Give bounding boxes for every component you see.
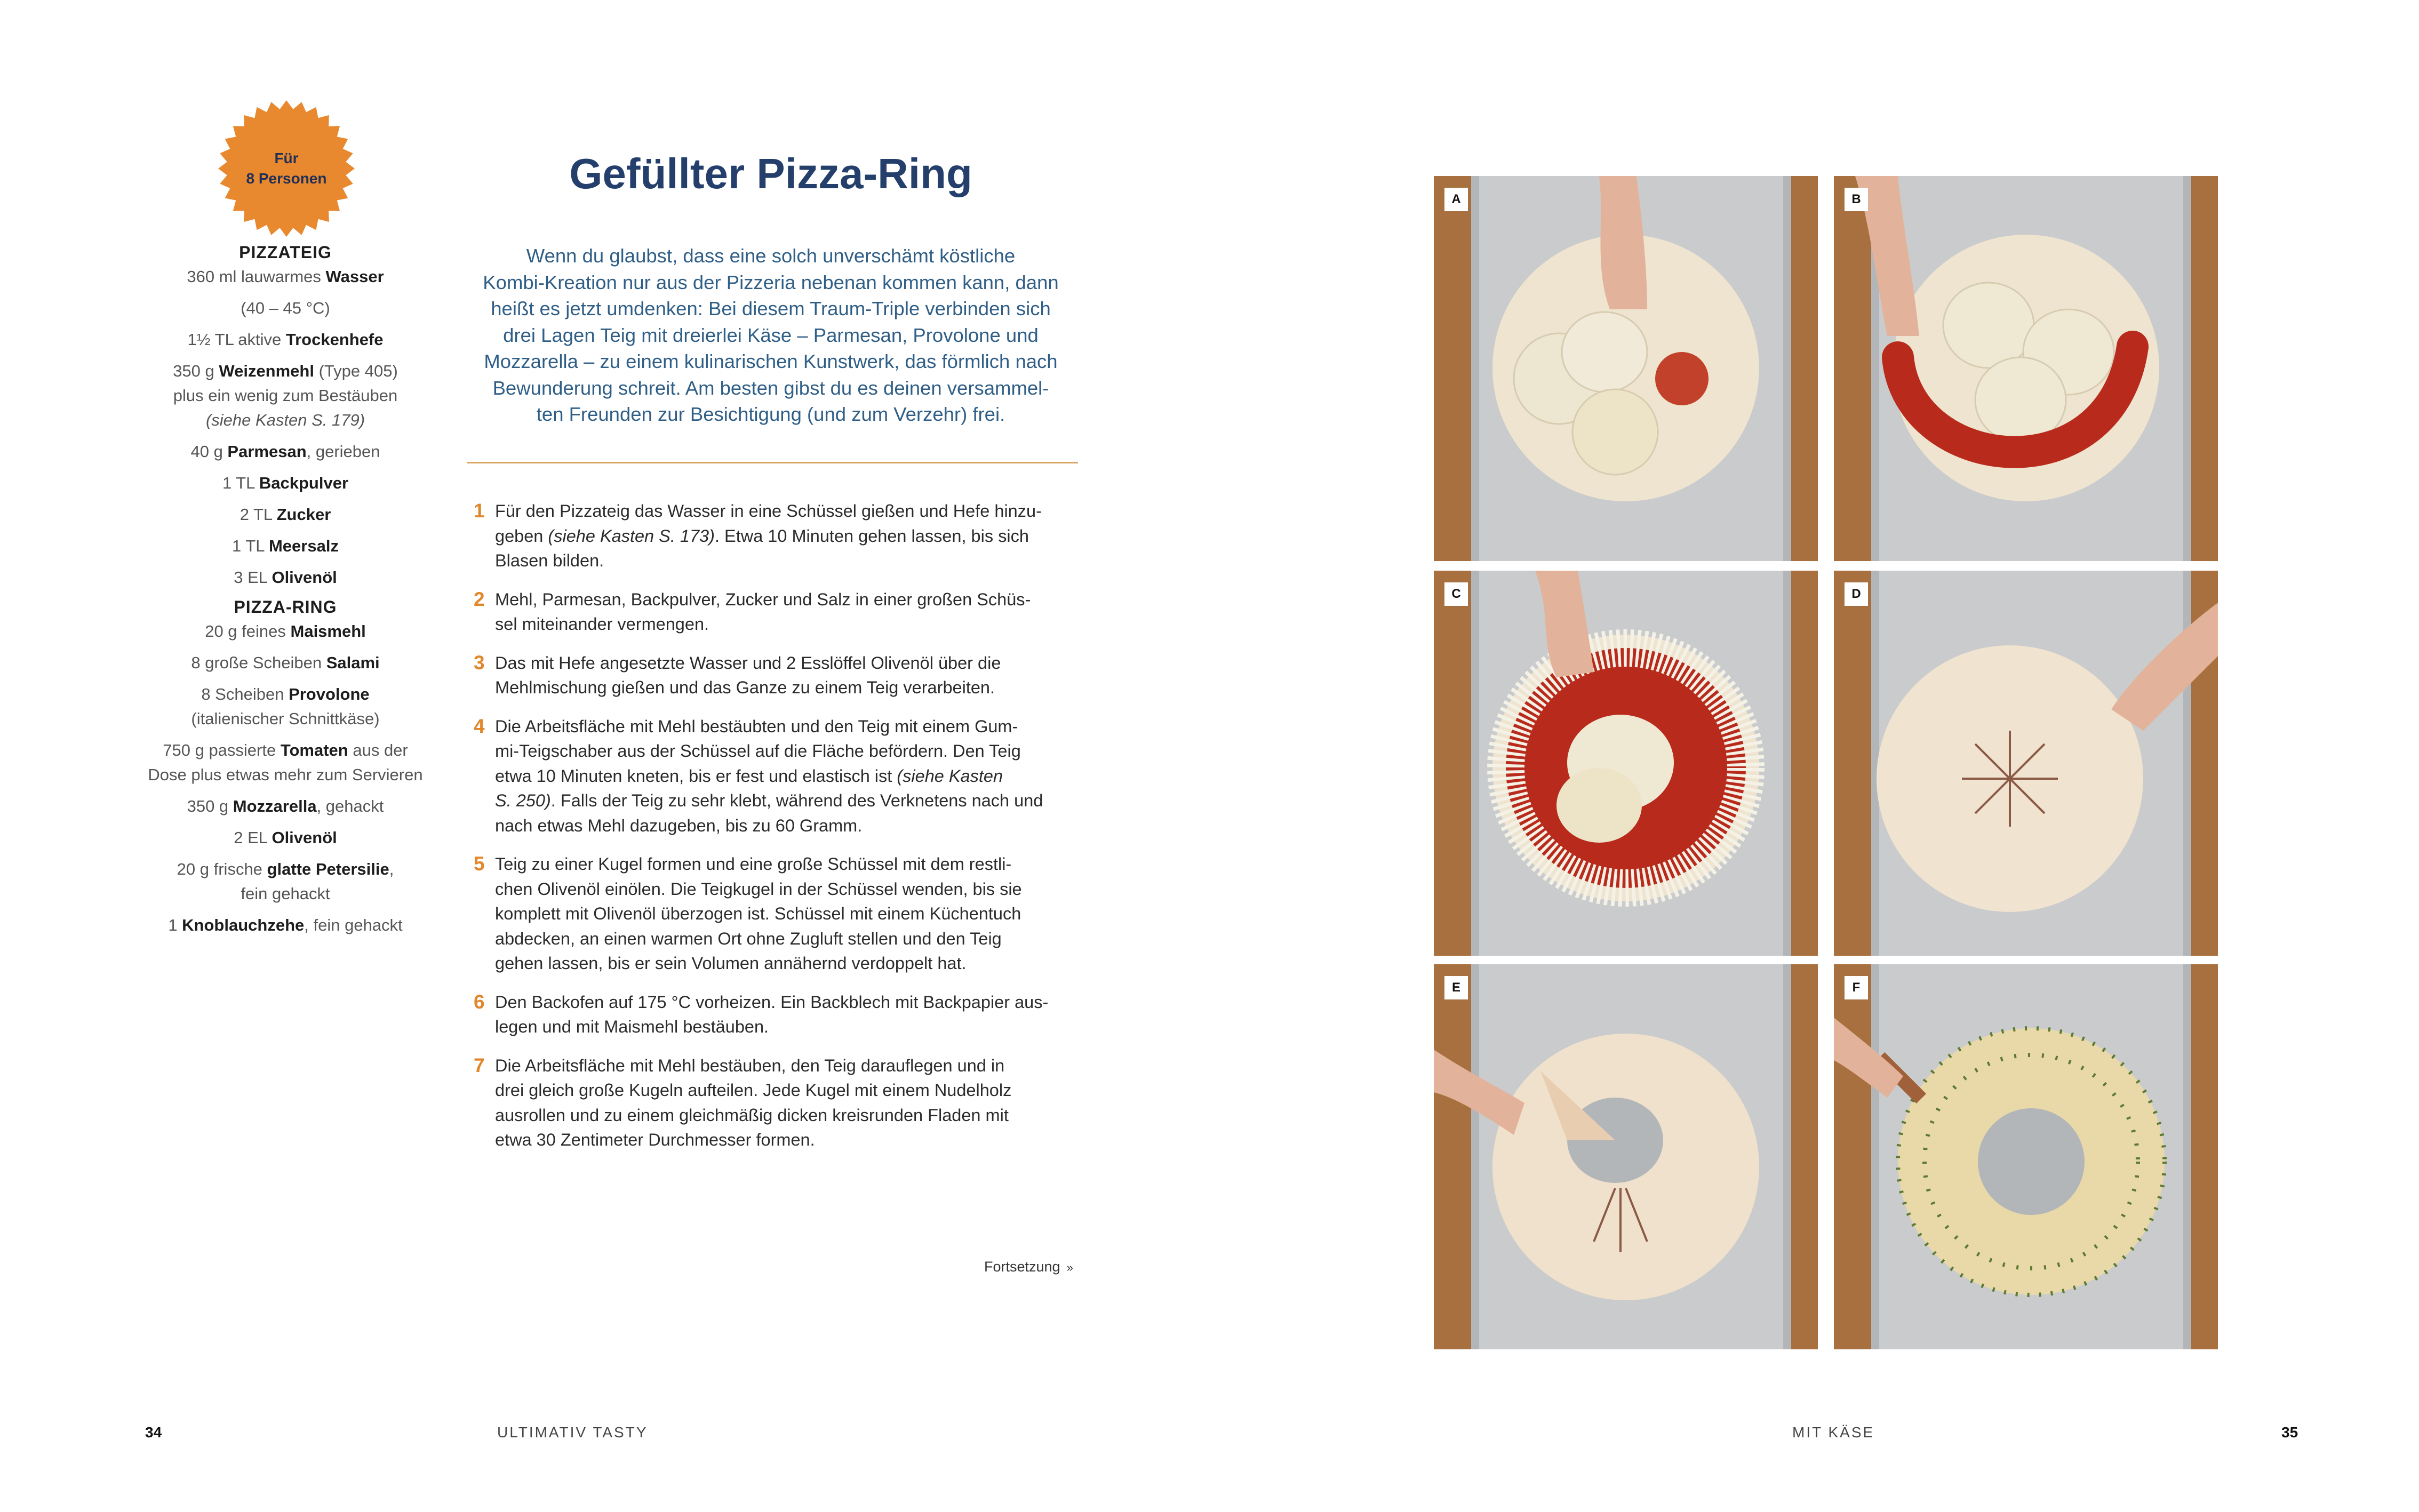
step-item (474, 651, 1087, 700)
photo-step-e (1434, 964, 1818, 1349)
photo-step-a (1434, 176, 1818, 561)
ingredient-note: Dose plus etwas mehr zum Servieren (148, 765, 423, 784)
ingredient-name: glatte Petersilie (267, 860, 389, 878)
ingredient-item (128, 439, 443, 464)
tomato-sauce-ring-icon (1834, 176, 2218, 561)
ingredient-item (128, 265, 443, 289)
step-line: Die Arbeitsfläche mit Mehl bestäuben, den Teig darauflegen und in (495, 1055, 1005, 1075)
step-line: chen Olivenöl einölen. Die Teigkugel in der Schüssel wenden, bis sie (495, 879, 1022, 899)
ingredient-name: Meersalz (268, 537, 339, 555)
step-line: Mehlmischung gießen und das Ganze zu einem Teig verarbeiten. (495, 678, 995, 697)
intro-line: Mozzarella – zu einem kulinarischen Kunstwerk, das förmlich nach (484, 350, 1058, 372)
servings-badge (217, 99, 356, 238)
ingredient-amount: 8 Scheiben (201, 685, 289, 703)
ingredient-name: Zucker (276, 505, 331, 524)
step-line: ausrollen und zu einem gleichmäßig dicken kreisrunden Fladen mit (495, 1105, 1009, 1125)
step-item (474, 1053, 1087, 1153)
intro-line: Bewunderung schreit. Am besten gibst du es deinen versammel- (492, 377, 1049, 399)
ingredient-amount: 750 g passierte (163, 741, 281, 759)
step-line: Für den Pizzateig das Wasser in eine Schüssel gießen und Hefe hinzu- (495, 501, 1042, 521)
ingredient-item (128, 794, 443, 819)
step-item (474, 990, 1087, 1039)
step-number: 1 (474, 500, 485, 522)
step-line: mi-Teigschaber aus der Schüssel auf die Fläche befördern. Den Teig (495, 741, 1021, 761)
step-reference: S. 250) (495, 791, 551, 810)
ingredient-item (128, 534, 443, 558)
photo-label-e: E (1444, 976, 1468, 999)
ingredient-item (128, 738, 443, 787)
step-line: etwa 30 Zentimeter Durchmesser formen. (495, 1130, 815, 1149)
ingredient-reference: (siehe Kasten S. 179) (205, 411, 365, 429)
step-line: Die Arbeitsfläche mit Mehl bestäubten und den Teig mit einem Gum- (495, 716, 1018, 736)
ingredient-item (128, 502, 443, 527)
recipe-title: Gefüllter Pizza-Ring (569, 150, 972, 197)
ingredient-amount: 20 g feines (205, 622, 291, 641)
step-line: nach etwas Mehl dazugeben, bis zu 60 Gramm. (495, 815, 863, 835)
ingredient-item (128, 359, 443, 433)
ingredient-name: Backpulver (259, 474, 349, 492)
continuation-note (984, 1259, 1073, 1275)
provolone-on-dough-icon (1434, 176, 1818, 561)
divider-rule (467, 462, 1078, 463)
intro-line: Wenn du glaubst, dass eine solch unverschämt köstliche (526, 245, 1016, 267)
mozzarella-ring-icon (1434, 571, 1818, 956)
instruction-steps (474, 499, 1087, 1166)
step-text (495, 651, 1001, 700)
ingredient-amount: 350 g (187, 797, 233, 815)
ingredient-amount: 1½ TL aktive (187, 330, 286, 349)
step-number: 2 (474, 588, 485, 610)
step-reference: (siehe Kasten (897, 766, 1003, 786)
ingredient-amount: 2 TL (239, 505, 277, 524)
ingredient-note: , fein gehackt (304, 916, 403, 934)
step-item (474, 714, 1087, 838)
recipe-intro (464, 243, 1077, 428)
badge-line-1: Für (274, 150, 299, 166)
ingredient-note: (Type 405) (314, 362, 398, 380)
photo-step-b (1834, 176, 2218, 561)
step-line (495, 524, 1042, 549)
ingredient-note: , gerieben (306, 442, 380, 461)
photo-step-f (1834, 964, 2218, 1349)
step-line (495, 764, 1043, 789)
ingredient-item (128, 619, 443, 644)
ingredients-group-pizza-ring (128, 619, 443, 938)
step-number: 4 (474, 715, 485, 737)
step-line-segment: . Falls der Teig zu sehr klebt, während des Verknetens nach und (550, 791, 1043, 810)
step-line: gehen lassen, bis er sein Volumen annähernd verdoppelt hat. (495, 954, 967, 973)
ingredient-name: Salami (326, 653, 380, 672)
step-line: komplett mit Olivenöl überzogen ist. Schüssel mit einem Küchentuch (495, 904, 1021, 923)
ingredient-item (128, 471, 443, 495)
photo-step-c (1434, 571, 1818, 956)
step-number: 7 (474, 1054, 485, 1076)
ingredient-name: Knoblauchzehe (182, 916, 305, 934)
step-item (474, 587, 1087, 637)
ingredient-item (128, 857, 443, 906)
scored-dough-top-icon (1834, 571, 2218, 956)
intro-line: drei Lagen Teig mit dreierlei Käse – Parmesan, Provolone und (503, 324, 1039, 346)
ingredient-note: plus ein wenig zum Bestäuben (173, 386, 398, 405)
step-number: 6 (474, 990, 485, 1013)
photo-label-c: C (1444, 582, 1468, 606)
ingredient-name: Tomaten (280, 741, 348, 759)
ingredient-name: Wasser (325, 267, 384, 286)
ingredient-amount: 2 EL (234, 828, 272, 847)
step-text (495, 587, 1031, 637)
step-number: 3 (474, 651, 485, 674)
step-line: Mehl, Parmesan, Backpulver, Zucker und Salz in einer großen Schüs- (495, 589, 1031, 609)
ingredient-note: fein gehackt (241, 884, 330, 903)
ingredient-amount: 1 (168, 916, 182, 934)
ingredient-amount: 350 g (173, 362, 219, 380)
step-line: abdecken, an einen warmen Ort ohne Zugluft stellen und den Teig (495, 929, 1002, 948)
step-line-segment: etwa 10 Minuten kneten, bis er fest und elastisch ist (495, 766, 897, 786)
intro-line: heißt es jetzt umdenken: Bei diesem Traum-Triple verbinden sich (491, 298, 1051, 319)
step-line: sel miteinander vermengen. (495, 614, 709, 634)
ingredients-list (128, 243, 443, 945)
ingredient-item (128, 296, 443, 321)
ingredient-note: aus der (348, 741, 408, 759)
photo-label-a: A (1444, 188, 1468, 211)
ingredients-heading-pizzateig: PIZZATEIG (239, 243, 332, 262)
ingredient-name: Olivenöl (272, 828, 337, 847)
step-reference: (siehe Kasten S. 173) (548, 526, 715, 546)
page-number-left: 34 (145, 1424, 162, 1441)
badge-line-2: 8 Personen (246, 170, 327, 187)
ingredient-amount: 8 große Scheiben (191, 653, 326, 672)
step-line: Das mit Hefe angesetzte Wasser und 2 Esslöffel Olivenöl über die (495, 653, 1001, 673)
step-line-segment: geben (495, 526, 548, 546)
step-item (474, 499, 1087, 573)
running-head-right: MIT KÄSE (1792, 1424, 1875, 1441)
ingredient-amount: 360 ml lauwarmes (187, 267, 326, 286)
continuation-text: Fortsetzung (984, 1259, 1060, 1275)
ingredients-group-pizzateig (128, 265, 443, 590)
step-text (495, 714, 1043, 838)
step-line-segment: . Etwa 10 Minuten gehen lassen, bis sich (714, 526, 1029, 546)
intro-line: ten Freunden zur Besichtigung (und zum Verzehr) frei. (536, 403, 1005, 425)
step-text (495, 990, 1048, 1039)
ingredient-item (128, 682, 443, 731)
ingredient-name: Mozzarella (233, 797, 317, 815)
ingredient-name: Weizenmehl (219, 362, 314, 380)
ingredients-heading-pizza-ring: PIZZA-RING (234, 597, 337, 617)
step-text (495, 499, 1042, 573)
ingredient-name: Parmesan (227, 442, 307, 461)
step-line: drei gleich große Kugeln aufteilen. Jede Kugel mit einem Nudelholz (495, 1081, 1012, 1100)
ingredient-name: Provolone (289, 685, 370, 703)
step-line: legen und mit Maismehl bestäuben. (495, 1017, 769, 1036)
ingredient-item (128, 565, 443, 590)
ingredient-name: Maismehl (290, 622, 366, 641)
step-line: Blasen bilden. (495, 551, 604, 570)
ingredient-amount: 1 TL (232, 537, 269, 555)
page-number-right: 35 (2281, 1424, 2298, 1441)
photo-label-d: D (1845, 582, 1868, 606)
ingredient-note: , (389, 860, 394, 878)
ingredient-amount: 40 g (190, 442, 228, 461)
ingredient-amount: 20 g frische (177, 860, 267, 878)
ingredient-note: , gehackt (316, 797, 384, 815)
brushing-garlic-oil-icon (1834, 964, 2218, 1349)
step-item (474, 852, 1087, 976)
step-number: 5 (474, 853, 485, 875)
continuation-arrow-icon: » (1066, 1261, 1073, 1274)
ingredient-note: (italienischer Schnittkäse) (191, 709, 380, 728)
step-line (495, 788, 1043, 813)
step-line: Den Backofen auf 175 °C vorheizen. Ein Backblech mit Backpapier aus- (495, 992, 1049, 1012)
ingredient-amount: (40 – 45 °C) (241, 299, 330, 317)
ingredient-item (128, 913, 443, 938)
folding-wedges-icon (1434, 964, 1818, 1349)
ingredient-item (128, 327, 443, 352)
step-text (495, 1053, 1011, 1153)
ingredient-name: Trockenhefe (285, 330, 384, 349)
ingredient-amount: 3 EL (234, 568, 272, 587)
ingredient-item (128, 651, 443, 675)
photo-label-f: F (1845, 976, 1868, 999)
ingredient-name: Olivenöl (272, 568, 337, 587)
intro-line: Kombi-Kreation nur aus der Pizzeria nebenan kommen kann, dann (483, 271, 1059, 293)
step-line: Teig zu einer Kugel formen und eine große Schüssel mit dem restli- (495, 854, 1012, 874)
photo-label-b: B (1845, 188, 1868, 211)
ingredient-amount: 1 TL (222, 474, 259, 492)
ingredient-item (128, 826, 443, 850)
running-head-left: ULTIMATIV TASTY (497, 1424, 648, 1441)
step-text (495, 852, 1022, 976)
photo-step-d (1834, 571, 2218, 956)
